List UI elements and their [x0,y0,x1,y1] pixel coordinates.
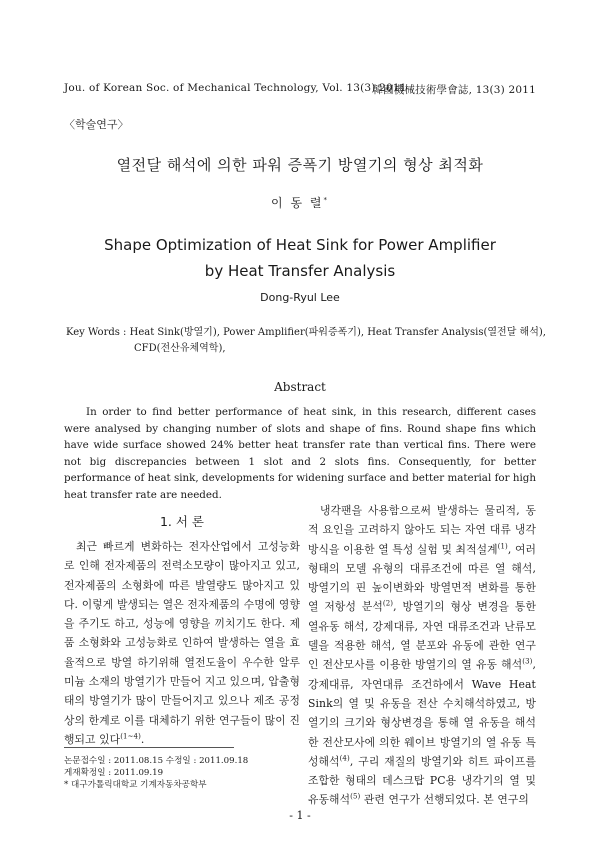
keywords-line2: CFD(전산유체역학), [134,343,226,354]
footnote-affiliation: * 대구가톨릭대학교 기계자동차공학부 [64,780,207,790]
category-tag: 〈학술연구〉 [64,118,129,131]
citation-ref: (1~4) [120,732,141,741]
footnote-received: 논문접수일 : 2011.08.15 수정일 : 2011.09.18 [64,756,249,766]
english-author: Dong-Ryul Lee [260,291,340,304]
keywords-line1: Key Words : Heat Sink(방열기), Power Amplifier(파워증폭기), Heat Transfer Analysis(열전달 해석), [66,327,546,338]
intro-right-text-5: , 구리 재질의 방열기와 히트 파이프를 조합한 형태의 데스크탑 PC용 냉각기의 열 및 유동해석 [308,754,536,807]
abstract-heading: Abstract [274,380,326,394]
author-mark: * [323,196,329,204]
english-title-line2: by Heat Transfer Analysis [204,262,396,280]
citation-ref-3: (3) [522,657,533,666]
intro-right-text-4: , 강제대류, 자연대류 조건하에서 Wave Heat Sink의 열 및 유동을 전산 수치해석하였고, 방열기의 크기와 형상변경을 통해 열 유동을 해석한 전산모사에 의한 웨이브 방열기의 열 유동 특성해석 [308,658,536,768]
footnote-divider [64,747,234,748]
page-number: - 1 - [289,809,311,822]
english-title-line1: Shape Optimization of Heat Sink for Power Amplifier [104,236,496,254]
intro-left-text: 최근 빠르게 변화하는 전자산업에서 고성능화로 인해 전자제품의 전력소모량이 많아지고 있고, 전자제품의 소형화에 따른 발열량도 많아지고 있다. 이렇게 발생되는 열은 전자제품의 수명에 영향을 주기도 하고, 성능에 영향을 끼치기도 한다. 제품 소형화와 고성능화로 인하여 발생하는 열을 효율적으로 방열 하기위해 열전도율이 우수한 알루미늄 소재의 방열기가 만들어 지고 있으며, 압출형태의 방열기가 많이 만들어지고 있으나 제조 공정상의 한계로 이를 대체하기 위한 연구들이 많이 진행되고 있다 [64,540,300,746]
footnote-accepted: 게재확정일 : 2011.09.19 [64,768,164,778]
intro-right-text-1: 냉각팬을 사용함으로써 발생하는 물리적, 동적 요인을 고려하지 않아도 되는 자연 대류 냉각 방식을 이용한 열 특성 실험 및 최적설계 [308,504,536,556]
intro-right-text-6: 관련 연구가 선행되었다. 본 연구의 [360,793,529,807]
citation-ref-5: (5) [350,792,361,801]
korean-author-name: 이 동 렬 [271,196,324,210]
abstract-text: In order to find better performance of heat sink, in this research, different cases were analysed by changing number of slots and shape of fins. Round shape fins which have wide surface showed 24% better heat transfer rate than vertical fins. There were not big discrepancies between 1 slot and 2 slots fins. Consequently, for better performance of heat sink, developments for widening surface and better material for high heat transfer rate are needed. [64,406,536,501]
intro-left-column [64,537,300,749]
citation-ref-4: (4) [339,754,350,763]
citation-ref-2: (2) [382,599,394,608]
intro-right-text-2: , 여러 형태의 모델 유형의 대류조건에 따른 열 해석, 방열기의 핀 높이변화와 방열면적 변화를 통한 열 저항성 분석 [308,542,537,614]
intro-left-end: . [140,732,145,746]
journal-header-left: Jou. of Korean Soc. of Mechanical Technology, Vol. 13(3) 2011 [64,82,407,94]
intro-right-column [308,501,536,810]
korean-author [0,194,600,211]
english-title [0,232,600,284]
intro-right-text-3: , 방열기의 형상 변경을 통한 열유동 해석, 강제대류, 자연 대류조건과 난류모델을 적용한 해석, 열 분포와 유동에 관한 연구인 전산모사를 이용한 방열기의 열 유동 해석 [308,600,536,672]
section-heading-introduction: 1. 서 론 [159,514,205,529]
journal-header-right: 韓國機械技術學會誌, 13(3) 2011 [372,84,536,96]
keywords [66,325,546,357]
citation-ref-1: (1) [497,542,508,550]
korean-title: 열전달 해석에 의한 파워 증폭기 방열기의 형상 최적화 [116,156,484,174]
